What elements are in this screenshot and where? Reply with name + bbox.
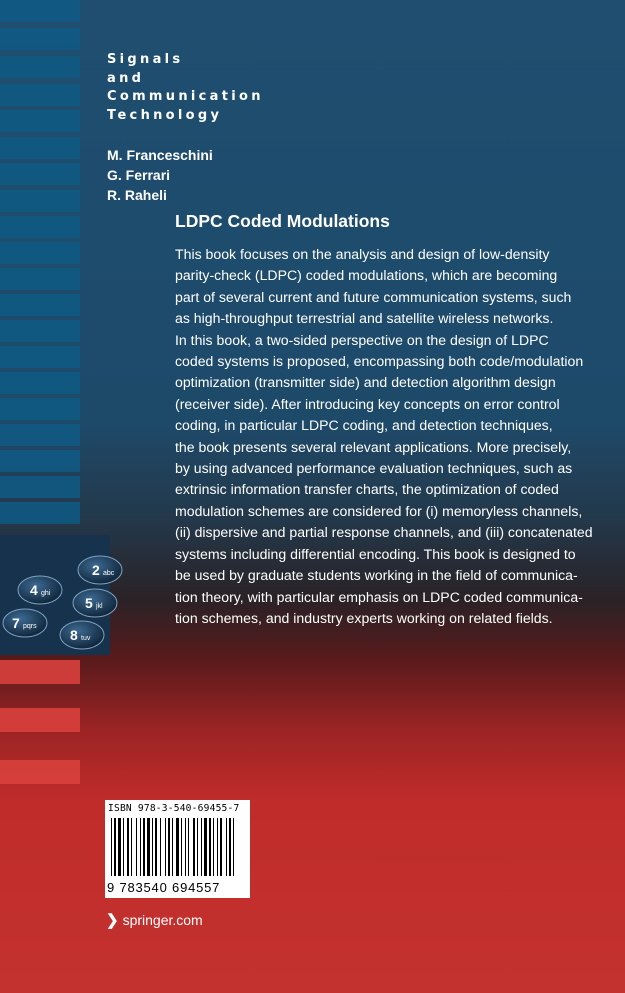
author-list bbox=[107, 145, 213, 205]
barcode-bar bbox=[213, 818, 214, 876]
svg-text:7: 7 bbox=[12, 615, 20, 631]
description-line: the book presents several relevant applications. More precisely, bbox=[175, 438, 572, 455]
author-name: G. Ferrari bbox=[107, 167, 171, 183]
decorative-stripe bbox=[0, 760, 80, 784]
description-line: as high-throughput terrestrial and satellite wireless networks. bbox=[175, 310, 554, 327]
publisher-website[interactable] bbox=[106, 911, 203, 929]
website-label: springer.com bbox=[122, 912, 203, 928]
barcode-bar bbox=[160, 818, 161, 876]
series-name bbox=[107, 51, 264, 125]
series-line: and bbox=[107, 70, 145, 86]
svg-text:2: 2 bbox=[92, 562, 100, 578]
decorative-stripe bbox=[0, 450, 80, 472]
decorative-stripe bbox=[0, 346, 80, 368]
barcode-bar bbox=[147, 818, 150, 876]
barcode-bar bbox=[155, 818, 157, 876]
keypad-key bbox=[18, 576, 62, 604]
keypad-key bbox=[60, 621, 104, 649]
ean-digits: 9 783540 694557 bbox=[107, 880, 221, 895]
barcode-bar bbox=[131, 818, 132, 876]
decorative-stripe bbox=[0, 476, 80, 498]
description-line: (receiver side). After introducing key concepts on error control bbox=[175, 395, 560, 412]
barcode-bar bbox=[152, 818, 153, 876]
description-line: systems including differential encoding. This book is designed to bbox=[175, 545, 576, 562]
barcode-bar bbox=[176, 818, 179, 876]
barcode-bar bbox=[226, 818, 227, 876]
svg-text:tuv: tuv bbox=[81, 635, 91, 642]
description-line: In this book, a two-sided perspective on the design of LDPC bbox=[175, 331, 549, 348]
decorative-stripe bbox=[0, 502, 80, 524]
barcode-bar bbox=[118, 818, 121, 876]
description-line: by using advanced performance evaluation techniques, such as bbox=[175, 460, 573, 477]
svg-text:4: 4 bbox=[30, 582, 38, 598]
book-description bbox=[175, 244, 615, 629]
decorative-stripe bbox=[0, 242, 80, 264]
decorative-stripe bbox=[0, 137, 80, 159]
barcode-bar bbox=[111, 818, 112, 876]
description-line: coding, in particular LDPC coding, and detection techniques, bbox=[175, 417, 553, 434]
decorative-stripe bbox=[0, 28, 80, 50]
decorative-stripe bbox=[0, 320, 80, 342]
svg-text:8: 8 bbox=[70, 627, 78, 643]
book-title: LDPC Coded Modulations bbox=[175, 211, 390, 231]
decorative-stripe bbox=[0, 110, 80, 132]
barcode-bar bbox=[123, 818, 124, 876]
description-line: parity-check (LDPC) coded modulations, which are becoming bbox=[175, 267, 558, 284]
keypad-key bbox=[3, 609, 47, 637]
barcode-bar bbox=[233, 818, 234, 876]
decorative-stripe bbox=[0, 84, 80, 106]
barcode-bar bbox=[185, 818, 186, 876]
barcode-bar bbox=[181, 818, 182, 876]
barcode-bar bbox=[136, 818, 137, 876]
barcode-bar bbox=[172, 818, 173, 876]
svg-text:ghi: ghi bbox=[41, 590, 51, 597]
keypad-key bbox=[78, 556, 122, 584]
barcode-bar bbox=[229, 818, 231, 876]
phone-keypad-image bbox=[0, 535, 115, 655]
decorative-stripe bbox=[0, 268, 80, 290]
decorative-stripe bbox=[0, 56, 80, 78]
description-line: coded systems is proposed, encompassing both code/modulation bbox=[175, 353, 584, 370]
barcode-bar bbox=[204, 818, 207, 876]
decorative-stripe bbox=[0, 0, 80, 22]
decorative-stripe bbox=[0, 190, 80, 212]
description-line: extrinsic information transfer charts, the optimization of coded bbox=[175, 481, 559, 498]
decorative-stripe bbox=[0, 294, 80, 316]
decorative-stripe bbox=[0, 660, 80, 684]
decorative-stripe bbox=[0, 216, 80, 238]
decorative-stripe bbox=[0, 708, 80, 732]
description-line: (ii) dispersive and partial response channels, and (iii) concatenated bbox=[175, 524, 593, 541]
description-line: tion schemes, and industry experts working on related fields. bbox=[175, 609, 553, 626]
barcode-bars bbox=[105, 816, 250, 878]
decorative-stripe bbox=[0, 163, 80, 185]
description-line: modulation schemes are considered for (i) memoryless channels, bbox=[175, 502, 583, 519]
barcode-bar bbox=[197, 818, 198, 876]
isbn-number: ISBN 978-3-540-69455-7 bbox=[108, 803, 240, 814]
svg-text:jkl: jkl bbox=[96, 603, 103, 610]
description-line: optimization (transmitter side) and detection algorithm design bbox=[175, 374, 556, 391]
barcode-bar bbox=[220, 818, 222, 876]
barcode-bar bbox=[193, 818, 195, 876]
description-line: tion theory, with particular emphasis on LDPC coded communica- bbox=[175, 588, 583, 605]
barcode-bar bbox=[143, 818, 145, 876]
decorative-stripe bbox=[0, 398, 80, 420]
barcode-bar bbox=[188, 818, 189, 876]
barcode-bar bbox=[209, 818, 211, 876]
barcode-bar bbox=[127, 818, 129, 876]
barcode-bar bbox=[217, 818, 218, 876]
series-line: Communication bbox=[107, 89, 264, 104]
description-line: This book focuses on the analysis and design of low-density bbox=[175, 246, 550, 262]
description-line: be used by graduate students working in the field of communica- bbox=[175, 567, 578, 584]
barcode-bar bbox=[201, 818, 202, 876]
barcode-bar bbox=[168, 818, 170, 876]
decorative-stripe bbox=[0, 372, 80, 394]
barcode-bar bbox=[140, 818, 141, 876]
decorative-stripe bbox=[0, 424, 80, 446]
svg-text:abc: abc bbox=[103, 570, 115, 577]
keypad-key bbox=[73, 589, 117, 617]
author-name: M. Franceschini bbox=[107, 147, 213, 163]
author-name: R. Raheli bbox=[107, 187, 167, 203]
svg-text:5: 5 bbox=[85, 595, 93, 611]
svg-text:pqrs: pqrs bbox=[23, 623, 37, 630]
description-line: part of several current and future communication systems, such bbox=[175, 288, 572, 305]
series-line: Technology bbox=[107, 107, 223, 123]
isbn-barcode bbox=[105, 800, 250, 898]
chevron-right-icon: ❯ bbox=[106, 912, 119, 929]
barcode-bar bbox=[165, 818, 166, 876]
series-line: Signals bbox=[107, 52, 184, 67]
barcode-bar bbox=[114, 818, 116, 876]
